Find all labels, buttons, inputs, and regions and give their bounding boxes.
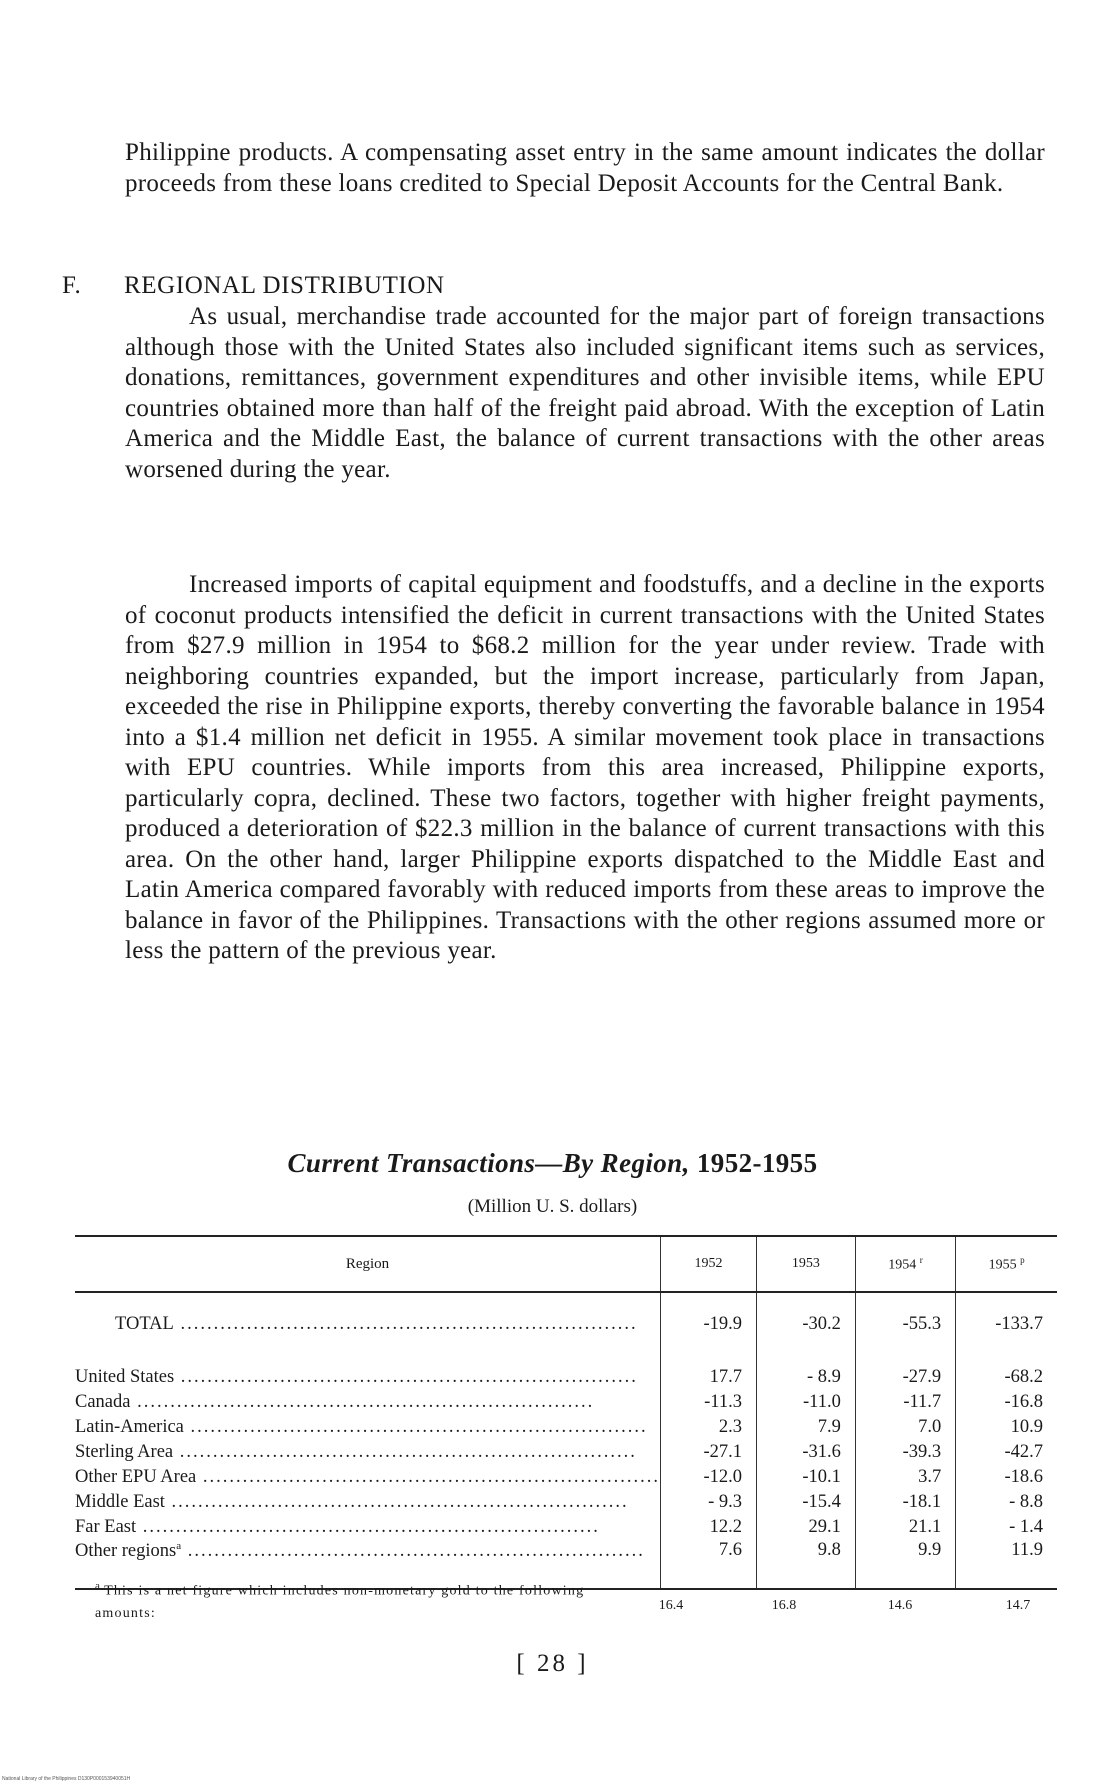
- cell-1955: -16.8: [956, 1390, 1057, 1415]
- cell-1953: - 8.9: [756, 1365, 855, 1390]
- cell-1954: -55.3: [855, 1292, 955, 1355]
- row-label: Sterling Area .....: [75, 1440, 661, 1465]
- region-transactions-table: [75, 1235, 1057, 1590]
- header-1952: 1952: [661, 1236, 757, 1292]
- table-row: [75, 1390, 1057, 1415]
- row-label: Middle East .....: [75, 1490, 661, 1515]
- table-footnote: [95, 1575, 615, 1625]
- row-label: Latin-America .....: [75, 1415, 661, 1440]
- cell-1953: -15.4: [756, 1490, 855, 1515]
- footnote-text: This is a net figure which includes non-monetary gold to the following amounts:: [95, 1583, 585, 1621]
- cell-1952: -27.1: [661, 1440, 757, 1465]
- section-heading: [62, 272, 445, 300]
- cell-1954: 7.0: [855, 1415, 955, 1440]
- cell-1952: 7.6: [661, 1540, 757, 1589]
- cell-1952: 17.7: [661, 1365, 757, 1390]
- row-label: Other EPU Area .....: [75, 1465, 661, 1490]
- header-1953: 1953: [756, 1236, 855, 1292]
- row-label: TOTAL .....: [75, 1292, 661, 1355]
- table-row: [75, 1415, 1057, 1440]
- cell-1955: -133.7: [956, 1292, 1057, 1355]
- table-spacer: [75, 1355, 1057, 1365]
- footnote-mark: a: [95, 1580, 102, 1592]
- paragraph-regional-overview: As usual, merchandise trade accounted for the major part of foreign transactions although those with the United States also included significant items such as services, donations, remittances, government expenditures and other invisible items, while EPU countries obtained more than half of the freight paid abroad. With the exception of Latin America and the Middle East, the balance of current transactions with the other areas worsened during the year.: [125, 303, 1045, 483]
- cell-1953: -10.1: [756, 1465, 855, 1490]
- table-title: [0, 1148, 1105, 1179]
- cell-1952: -11.3: [661, 1390, 757, 1415]
- cell-1954: 9.9: [855, 1540, 955, 1589]
- table-row: [75, 1490, 1057, 1515]
- cell-1952: -19.9: [661, 1292, 757, 1355]
- paragraph-regional-detail: Increased imports of capital equipment and foodstuffs, and a decline in the exports of coconut products intensified the deficit in current transactions with the United States from $27.9 million in 1954 to $68.2 million for the year under review. Trade with neighboring countries expanded, but the import increase, particularly from Japan, exceeded the rise in Philippine exports, thereby converting the favorable balance in 1954 into a $1.4 million net deficit in 1955. A similar movement took place in transactions with EPU countries. While imports from this area increased, Philippine exports, particularly copra, declined. These two factors, together with higher freight payments, produced a deterioration of $22.3 million in the balance of current transactions with this area. On the other hand, larger Philippine exports dispatched to the Middle East and Latin America compared favorably with reduced imports from these areas to improve the balance in favor of the Philippines. Transactions with the other regions assumed more or less the pattern of the previous year.: [125, 571, 1045, 964]
- cell-1954: -39.3: [855, 1440, 955, 1465]
- cell-1954: -11.7: [855, 1390, 955, 1415]
- row-label: United States .....: [75, 1365, 661, 1390]
- cell-1953: -30.2: [756, 1292, 855, 1355]
- gold-value-1952: 16.4: [658, 1598, 684, 1613]
- paragraph-continuation: Philippine products. A compensating asset entry in the same amount indicates the dollar proceeds from these loans credited to Special Deposit Accounts for the Central Bank.: [125, 139, 1045, 197]
- cell-1952: 12.2: [661, 1515, 757, 1540]
- header-region: Region: [75, 1236, 661, 1292]
- table-row: [75, 1465, 1057, 1490]
- cell-1955: -18.6: [956, 1465, 1057, 1490]
- cell-1954: -18.1: [855, 1490, 955, 1515]
- cell-1952: -12.0: [661, 1465, 757, 1490]
- revised-mark: r: [919, 1254, 923, 1265]
- header-1954: 1954 $^r$: [855, 1236, 955, 1292]
- table-title-years: 1952-1955: [696, 1148, 818, 1178]
- gold-value-1955: 14.7: [1005, 1598, 1031, 1613]
- cell-1954: 21.1: [855, 1515, 955, 1540]
- cell-1955: - 1.4: [956, 1515, 1057, 1540]
- row-label: Canada .....: [75, 1390, 661, 1415]
- table-row: [75, 1515, 1057, 1540]
- cell-1952: 2.3: [661, 1415, 757, 1440]
- gold-value-1953: 16.8: [771, 1598, 797, 1613]
- table-row-total: [75, 1292, 1057, 1355]
- row-label: Far East .....: [75, 1515, 661, 1540]
- row-label: Other regions$^a$ .....: [75, 1540, 661, 1589]
- cell-1955: - 8.8: [956, 1490, 1057, 1515]
- table-title-text: Current Transactions—By Region,: [287, 1148, 690, 1178]
- cell-1953: -31.6: [756, 1440, 855, 1465]
- section-letter: F.: [62, 272, 82, 299]
- cell-1955: -68.2: [956, 1365, 1057, 1390]
- cell-1954: 3.7: [855, 1465, 955, 1490]
- cell-1953: 9.8: [756, 1540, 855, 1589]
- page-number: [ 28 ]: [516, 1650, 589, 1677]
- preliminary-mark: p: [1020, 1254, 1025, 1265]
- table-row: [75, 1365, 1057, 1390]
- cell-1955: -42.7: [956, 1440, 1057, 1465]
- cell-1953: 7.9: [756, 1415, 855, 1440]
- section-title: REGIONAL DISTRIBUTION: [124, 272, 445, 299]
- table-units: (Million U. S. dollars): [467, 1196, 638, 1217]
- footnote-ref-mark: a: [176, 1540, 182, 1552]
- cell-1953: -11.0: [756, 1390, 855, 1415]
- cell-1955: 11.9: [956, 1540, 1057, 1589]
- cell-1955: 10.9: [956, 1415, 1057, 1440]
- gold-value-1954: 14.6: [887, 1598, 913, 1613]
- cell-1953: 29.1: [756, 1515, 855, 1540]
- cell-1954: -27.9: [855, 1365, 955, 1390]
- cell-1952: - 9.3: [661, 1490, 757, 1515]
- archive-stamp: National Library of the Philippines D130P000153940051H: [2, 1776, 131, 1782]
- header-1955: 1955 $^p$: [956, 1236, 1057, 1292]
- table-header-row: [75, 1236, 1057, 1292]
- table-row: [75, 1440, 1057, 1465]
